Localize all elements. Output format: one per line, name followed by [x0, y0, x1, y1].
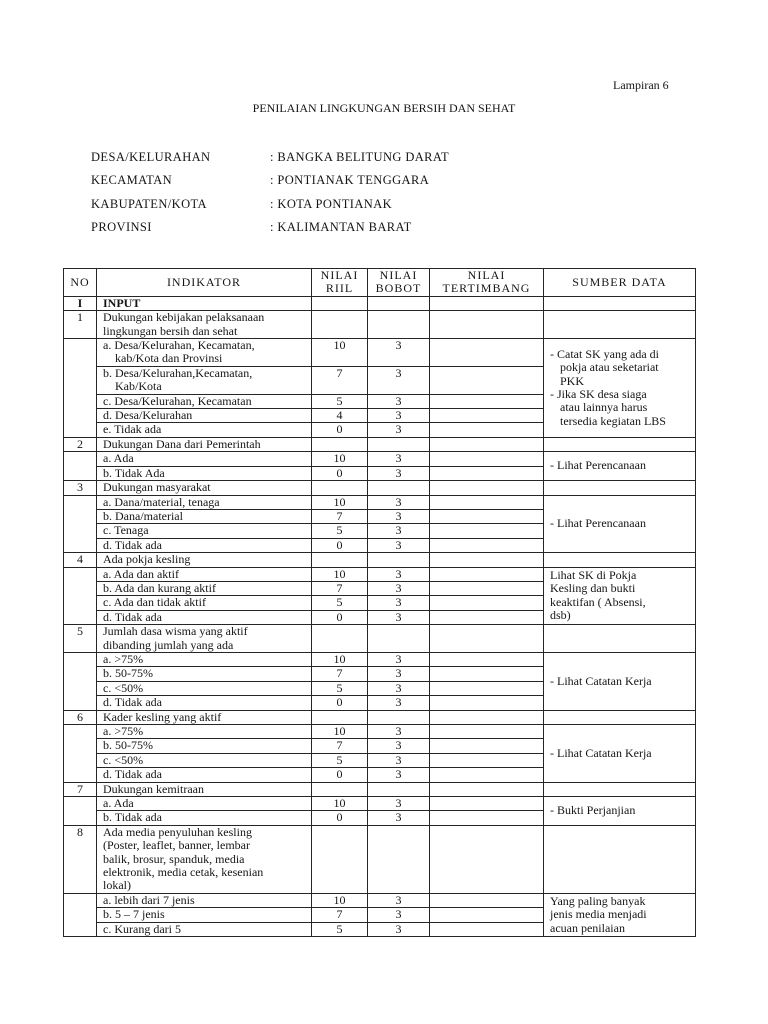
- sumber-data-text: dsb): [550, 608, 571, 623]
- indikator-cell: [97, 811, 312, 825]
- sumber-data-cell: [544, 339, 696, 438]
- no-cell: [64, 797, 97, 826]
- indikator-text: a. Ada: [103, 796, 134, 811]
- nilai-bobot-cell: 3: [368, 696, 430, 710]
- indikator-cell: [97, 509, 312, 523]
- nilai-tertimbang-cell: [430, 509, 544, 523]
- sumber-data-text: atau lainnya harus: [560, 400, 648, 415]
- indikator-text: Ada pokja kesling: [103, 552, 191, 567]
- indikator-cell: [97, 782, 312, 796]
- nilai-bobot-cell: 3: [368, 524, 430, 538]
- indikator-cell: [97, 409, 312, 423]
- nilai-riil-cell: 10: [312, 567, 368, 581]
- nilai-tertimbang-cell: [430, 667, 544, 681]
- nilai-bobot-cell: 3: [368, 538, 430, 552]
- nilai-bobot-cell: 3: [368, 452, 430, 466]
- nilai-tertimbang-cell: [430, 409, 544, 423]
- indikator-cell: [97, 466, 312, 480]
- nilai-tertimbang-cell: [430, 768, 544, 782]
- info-value: : KALIMANTAN BARAT: [270, 220, 412, 234]
- attachment-label: Lampiran 6: [613, 78, 669, 92]
- nilai-tertimbang-cell: [430, 797, 544, 811]
- sumber-data-cell: [544, 825, 696, 893]
- table-row: [64, 495, 696, 509]
- indikator-text: b. Ada dan kurang aktif: [103, 581, 216, 595]
- sumber-data-cell: [544, 452, 696, 481]
- nilai-bobot-cell: 3: [368, 366, 430, 394]
- table-row: [64, 567, 696, 581]
- sumber-data-text: jenis media menjadi: [550, 907, 647, 922]
- info-label: PROVINSI: [91, 220, 152, 234]
- indikator-cell: [97, 296, 312, 310]
- nilai-bobot-cell: 3: [368, 797, 430, 811]
- indikator-cell: [97, 922, 312, 936]
- indikator-cell: [97, 452, 312, 466]
- nilai-tertimbang-cell: [430, 596, 544, 610]
- table-row: [64, 652, 696, 666]
- indikator-text: d. Desa/Kelurahan: [103, 408, 193, 423]
- sumber-data-text: - Lihat Catatan Kerja: [550, 745, 652, 760]
- indikator-text: d. Tidak ada: [103, 767, 163, 782]
- indikator-text: e. Tidak ada: [103, 422, 162, 437]
- nilai-bobot-cell: 3: [368, 423, 430, 437]
- nilai-bobot-cell: 3: [368, 739, 430, 753]
- indikator-cell: [97, 893, 312, 907]
- indikator-text: INPUT: [103, 296, 141, 310]
- indikator-text: c. Tenaga: [103, 523, 149, 538]
- nilai-riil-cell: 5: [312, 394, 368, 408]
- table-body: [64, 296, 696, 936]
- info-value: : PONTIANAK TENGGARA: [270, 173, 430, 187]
- table-row: [64, 311, 696, 339]
- indikator-text: b. Tidak ada: [103, 810, 163, 825]
- table-header: [64, 269, 696, 297]
- nilai-riil-cell: 0: [312, 466, 368, 480]
- table-row: [64, 797, 696, 811]
- indikator-cell: [97, 908, 312, 922]
- indikator-text: Dukungan kebijakan pelaksanaan: [103, 310, 265, 325]
- table-row: [64, 452, 696, 466]
- no-cell: 6: [64, 710, 97, 724]
- sumber-data-cell: [544, 495, 696, 553]
- table-row: [64, 553, 696, 567]
- nilai-bobot-cell: 3: [368, 596, 430, 610]
- nilai-tertimbang-cell: [430, 466, 544, 480]
- indikator-cell: [97, 538, 312, 552]
- no-cell: 5: [64, 625, 97, 653]
- nilai-tertimbang-cell: [430, 725, 544, 739]
- table-row: [64, 437, 696, 451]
- sumber-data-cell: [544, 553, 696, 567]
- nilai-riil-cell: 10: [312, 725, 368, 739]
- sumber-data-text: Lihat SK di Pokja: [550, 568, 637, 583]
- indikator-cell: [97, 524, 312, 538]
- nilai-riil-cell: 10: [312, 495, 368, 509]
- nilai-bobot-cell: 3: [368, 753, 430, 767]
- nilai-bobot-cell: [368, 825, 430, 893]
- nilai-tertimbang-cell: [430, 625, 544, 653]
- table-row: [64, 725, 696, 739]
- nilai-bobot-cell: [368, 481, 430, 495]
- no-cell: 7: [64, 782, 97, 796]
- sumber-data-text: - Lihat Perencanaan: [550, 516, 646, 531]
- nilai-tertimbang-cell: [430, 524, 544, 538]
- indikator-cell: [97, 581, 312, 595]
- indikator-text: b. 50-75%: [103, 666, 153, 681]
- info-value: : KOTA PONTIANAK: [270, 197, 393, 211]
- indikator-cell: [97, 394, 312, 408]
- sumber-data-cell: [544, 710, 696, 724]
- nilai-riil-cell: [312, 481, 368, 495]
- nilai-riil-cell: 5: [312, 681, 368, 695]
- indikator-text: d. Tidak ada: [103, 538, 163, 552]
- indikator-text: a. Ada: [103, 451, 134, 466]
- sumber-data-text: - Lihat Catatan Kerja: [550, 673, 652, 688]
- indikator-text: balik, brosur, spanduk, media: [103, 851, 245, 866]
- nilai-bobot-cell: [368, 437, 430, 451]
- nilai-riil-cell: 0: [312, 538, 368, 552]
- nilai-riil-cell: 5: [312, 596, 368, 610]
- indikator-cell: [97, 625, 312, 653]
- table-row: [64, 893, 696, 907]
- nilai-tertimbang-cell: [430, 681, 544, 695]
- indikator-cell: [97, 553, 312, 567]
- no-cell: [64, 893, 97, 936]
- nilai-bobot-cell: 3: [368, 908, 430, 922]
- nilai-riil-cell: 5: [312, 524, 368, 538]
- nilai-tertimbang-cell: [430, 296, 544, 310]
- indikator-text: b. Dana/material: [103, 509, 183, 523]
- nilai-bobot-cell: 3: [368, 652, 430, 666]
- sumber-data-text: keaktifan ( Absensi,: [550, 594, 646, 609]
- nilai-riil-cell: [312, 710, 368, 724]
- indikator-text: d. Tidak ada: [103, 695, 163, 710]
- nilai-tertimbang-cell: [430, 610, 544, 624]
- indikator-text: Jumlah dasa wisma yang aktif: [103, 624, 248, 639]
- nilai-bobot-cell: 3: [368, 495, 430, 509]
- header-text: NILAI: [320, 268, 359, 282]
- sumber-data-cell: [544, 311, 696, 339]
- nilai-bobot-cell: 3: [368, 811, 430, 825]
- indikator-cell: [97, 667, 312, 681]
- nilai-bobot-cell: 3: [368, 725, 430, 739]
- info-row-desa: [91, 150, 691, 165]
- nilai-bobot-cell: [368, 296, 430, 310]
- nilai-tertimbang-cell: [430, 811, 544, 825]
- nilai-riil-cell: 7: [312, 366, 368, 394]
- sumber-data-text: PKK: [560, 373, 585, 388]
- document-title: PENILAIAN LINGKUNGAN BERSIH DAN SEHAT: [252, 101, 516, 115]
- indikator-cell: [97, 481, 312, 495]
- indikator-cell: [97, 696, 312, 710]
- indikator-text: b. 5 – 7 jenis: [103, 907, 165, 922]
- indikator-cell: [97, 567, 312, 581]
- no-cell: 3: [64, 481, 97, 495]
- nilai-riil-cell: 0: [312, 696, 368, 710]
- nilai-riil-cell: [312, 625, 368, 653]
- nilai-bobot-cell: 3: [368, 409, 430, 423]
- indikator-cell: [97, 825, 312, 893]
- indikator-text: a. lebih dari 7 jenis: [103, 893, 195, 907]
- nilai-bobot-cell: 3: [368, 581, 430, 595]
- nilai-bobot-cell: 3: [368, 922, 430, 936]
- nilai-bobot-cell: [368, 710, 430, 724]
- sumber-data-text: - Lihat Perencanaan: [550, 458, 646, 473]
- sumber-data-cell: [544, 893, 696, 936]
- info-row-provinsi: [91, 220, 691, 235]
- nilai-tertimbang-cell: [430, 553, 544, 567]
- sumber-data-cell: [544, 481, 696, 495]
- nilai-riil-cell: 5: [312, 922, 368, 936]
- header-sumber-data: SUMBER DATA: [544, 269, 696, 297]
- nilai-bobot-cell: [368, 625, 430, 653]
- nilai-tertimbang-cell: [430, 581, 544, 595]
- sumber-data-cell: [544, 437, 696, 451]
- indikator-text: lokal): [103, 878, 131, 893]
- indikator-text: a. Ada dan aktif: [103, 567, 179, 581]
- header-text: NILAI: [379, 268, 418, 282]
- header-nilai-riil: [312, 269, 368, 297]
- info-label: KABUPATEN/KOTA: [91, 197, 207, 211]
- nilai-tertimbang-cell: [430, 481, 544, 495]
- indikator-cell: [97, 797, 312, 811]
- indikator-cell: [97, 739, 312, 753]
- indikator-cell: [97, 681, 312, 695]
- no-cell: [64, 567, 97, 625]
- indikator-cell: [97, 768, 312, 782]
- table-row: [64, 625, 696, 653]
- no-cell: 8: [64, 825, 97, 893]
- header-row: [64, 269, 696, 297]
- nilai-riil-cell: [312, 296, 368, 310]
- indikator-text: a. >75%: [103, 724, 144, 738]
- nilai-tertimbang-cell: [430, 567, 544, 581]
- table-row: [64, 339, 696, 367]
- nilai-tertimbang-cell: [430, 782, 544, 796]
- nilai-bobot-cell: [368, 311, 430, 339]
- indikator-cell: [97, 339, 312, 367]
- indikator-text: d. Tidak ada: [103, 610, 163, 624]
- nilai-bobot-cell: 3: [368, 768, 430, 782]
- nilai-tertimbang-cell: [430, 825, 544, 893]
- nilai-riil-cell: 10: [312, 339, 368, 367]
- sumber-data-text: Yang paling banyak: [550, 893, 646, 908]
- table-row: [64, 710, 696, 724]
- nilai-bobot-cell: 3: [368, 610, 430, 624]
- sumber-data-text: - Jika SK desa siaga: [550, 386, 647, 401]
- sumber-data-cell: [544, 296, 696, 310]
- sumber-data-cell: [544, 652, 696, 710]
- indikator-text: Dukungan Dana dari Pemerintah: [103, 437, 261, 451]
- nilai-tertimbang-cell: [430, 452, 544, 466]
- nilai-tertimbang-cell: [430, 339, 544, 367]
- indikator-cell: [97, 596, 312, 610]
- nilai-bobot-cell: 3: [368, 509, 430, 523]
- no-cell: [64, 495, 97, 553]
- table-row: [64, 481, 696, 495]
- indikator-cell: [97, 437, 312, 451]
- indikator-cell: [97, 652, 312, 666]
- sumber-data-text: acuan penilaian: [550, 920, 625, 935]
- indikator-text: c. <50%: [103, 681, 144, 695]
- indikator-text: a. Desa/Kelurahan, Kecamatan,: [103, 338, 255, 353]
- nilai-riil-cell: 10: [312, 652, 368, 666]
- header-no: NO: [64, 269, 97, 297]
- sumber-data-cell: [544, 782, 696, 796]
- sumber-data-cell: [544, 797, 696, 826]
- no-cell: [64, 725, 97, 783]
- header-nilai-tertimbang: [430, 269, 544, 297]
- info-row-kabupaten: [91, 197, 691, 212]
- nilai-tertimbang-cell: [430, 437, 544, 451]
- indikator-text: b. Tidak Ada: [103, 466, 165, 480]
- indikator-cell: [97, 710, 312, 724]
- sumber-data-cell: [544, 567, 696, 625]
- nilai-bobot-cell: 3: [368, 667, 430, 681]
- nilai-riil-cell: 0: [312, 768, 368, 782]
- no-cell: 4: [64, 553, 97, 567]
- nilai-bobot-cell: [368, 553, 430, 567]
- indikator-text: (Poster, leaflet, banner, lembar: [103, 838, 250, 853]
- info-label: DESA/KELURAHAN: [91, 150, 211, 164]
- info-label: KECAMATAN: [91, 173, 173, 187]
- nilai-riil-cell: 10: [312, 452, 368, 466]
- sumber-data-text: Kesling dan bukti: [550, 581, 636, 596]
- header-text: NILAI: [467, 268, 506, 282]
- nilai-riil-cell: 10: [312, 893, 368, 907]
- indikator-text: c. Ada dan tidak aktif: [103, 595, 206, 610]
- header-text: TERTIMBANG: [442, 281, 531, 296]
- no-cell: [64, 652, 97, 710]
- indikator-text: Kader kesling yang aktif: [103, 710, 222, 724]
- sumber-data-text: tersedia kegiatan LBS: [560, 413, 666, 428]
- nilai-tertimbang-cell: [430, 652, 544, 666]
- nilai-tertimbang-cell: [430, 538, 544, 552]
- indikator-text: c. <50%: [103, 753, 144, 767]
- nilai-riil-cell: 7: [312, 908, 368, 922]
- nilai-tertimbang-cell: [430, 893, 544, 907]
- indikator-text: a. >75%: [103, 652, 144, 666]
- indikator-text: Dukungan kemitraan: [103, 782, 204, 796]
- info-row-kecamatan: [91, 173, 691, 188]
- sumber-data-cell: [544, 625, 696, 653]
- nilai-riil-cell: [312, 782, 368, 796]
- nilai-bobot-cell: 3: [368, 339, 430, 367]
- nilai-bobot-cell: 3: [368, 394, 430, 408]
- nilai-tertimbang-cell: [430, 908, 544, 922]
- header-indikator: INDIKATOR: [97, 269, 312, 297]
- table-row: [64, 296, 696, 310]
- nilai-riil-cell: 0: [312, 811, 368, 825]
- no-cell: 1: [64, 311, 97, 339]
- indikator-text: Ada media penyuluhan kesling: [103, 825, 252, 839]
- nilai-tertimbang-cell: [430, 739, 544, 753]
- indikator-text: Dukungan masyarakat: [103, 480, 211, 495]
- indikator-text: c. Kurang dari 5: [103, 922, 181, 936]
- indikator-cell: [97, 610, 312, 624]
- indikator-text: a. Dana/material, tenaga: [103, 495, 220, 509]
- header-nilai-bobot: [368, 269, 430, 297]
- no-cell: [64, 452, 97, 481]
- nilai-bobot-cell: 3: [368, 466, 430, 480]
- no-cell: I: [64, 296, 97, 310]
- nilai-bobot-cell: 3: [368, 681, 430, 695]
- nilai-tertimbang-cell: [430, 423, 544, 437]
- info-value: : BANGKA BELITUNG DARAT: [270, 150, 449, 164]
- header-text: RIIL: [325, 281, 354, 296]
- nilai-riil-cell: 10: [312, 797, 368, 811]
- nilai-tertimbang-cell: [430, 696, 544, 710]
- nilai-riil-cell: 7: [312, 509, 368, 523]
- nilai-tertimbang-cell: [430, 922, 544, 936]
- indikator-cell: [97, 423, 312, 437]
- table-row: [64, 782, 696, 796]
- nilai-bobot-cell: 3: [368, 893, 430, 907]
- nilai-riil-cell: 7: [312, 739, 368, 753]
- nilai-tertimbang-cell: [430, 753, 544, 767]
- nilai-riil-cell: 4: [312, 409, 368, 423]
- indikator-cell: [97, 366, 312, 394]
- nilai-riil-cell: 7: [312, 667, 368, 681]
- indikator-cell: [97, 753, 312, 767]
- nilai-riil-cell: 0: [312, 423, 368, 437]
- assessment-table: [63, 268, 696, 937]
- header-text: BOBOT: [375, 281, 422, 296]
- nilai-riil-cell: [312, 311, 368, 339]
- sumber-data-text: - Catat SK yang ada di: [550, 346, 659, 361]
- indikator-text: kab/Kota dan Provinsi: [115, 351, 223, 366]
- nilai-riil-cell: 5: [312, 753, 368, 767]
- nilai-riil-cell: [312, 553, 368, 567]
- sumber-data-text: - Bukti Perjanjian: [550, 803, 636, 818]
- nilai-tertimbang-cell: [430, 710, 544, 724]
- nilai-riil-cell: 7: [312, 581, 368, 595]
- indikator-text: elektronik, media cetak, kesenian: [103, 865, 264, 880]
- nilai-tertimbang-cell: [430, 366, 544, 394]
- indikator-cell: [97, 725, 312, 739]
- nilai-bobot-cell: [368, 782, 430, 796]
- sumber-data-cell: [544, 725, 696, 783]
- nilai-riil-cell: [312, 437, 368, 451]
- sumber-data-text: pokja atau seketariat: [560, 360, 659, 375]
- no-cell: 2: [64, 437, 97, 451]
- no-cell: [64, 339, 97, 438]
- indikator-text: lingkungan bersih dan sehat: [103, 323, 238, 338]
- indikator-text: dibanding jumlah yang ada: [103, 637, 234, 652]
- indikator-cell: [97, 311, 312, 339]
- nilai-riil-cell: 0: [312, 610, 368, 624]
- nilai-tertimbang-cell: [430, 311, 544, 339]
- indikator-text: Kab/Kota: [115, 379, 162, 394]
- indikator-text: b. 50-75%: [103, 738, 153, 753]
- indikator-text: b. Desa/Kelurahan,Kecamatan,: [103, 366, 253, 380]
- nilai-tertimbang-cell: [430, 394, 544, 408]
- nilai-tertimbang-cell: [430, 495, 544, 509]
- indikator-cell: [97, 495, 312, 509]
- table-row: [64, 825, 696, 893]
- nilai-riil-cell: [312, 825, 368, 893]
- indikator-text: c. Desa/Kelurahan, Kecamatan: [103, 394, 252, 408]
- nilai-bobot-cell: 3: [368, 567, 430, 581]
